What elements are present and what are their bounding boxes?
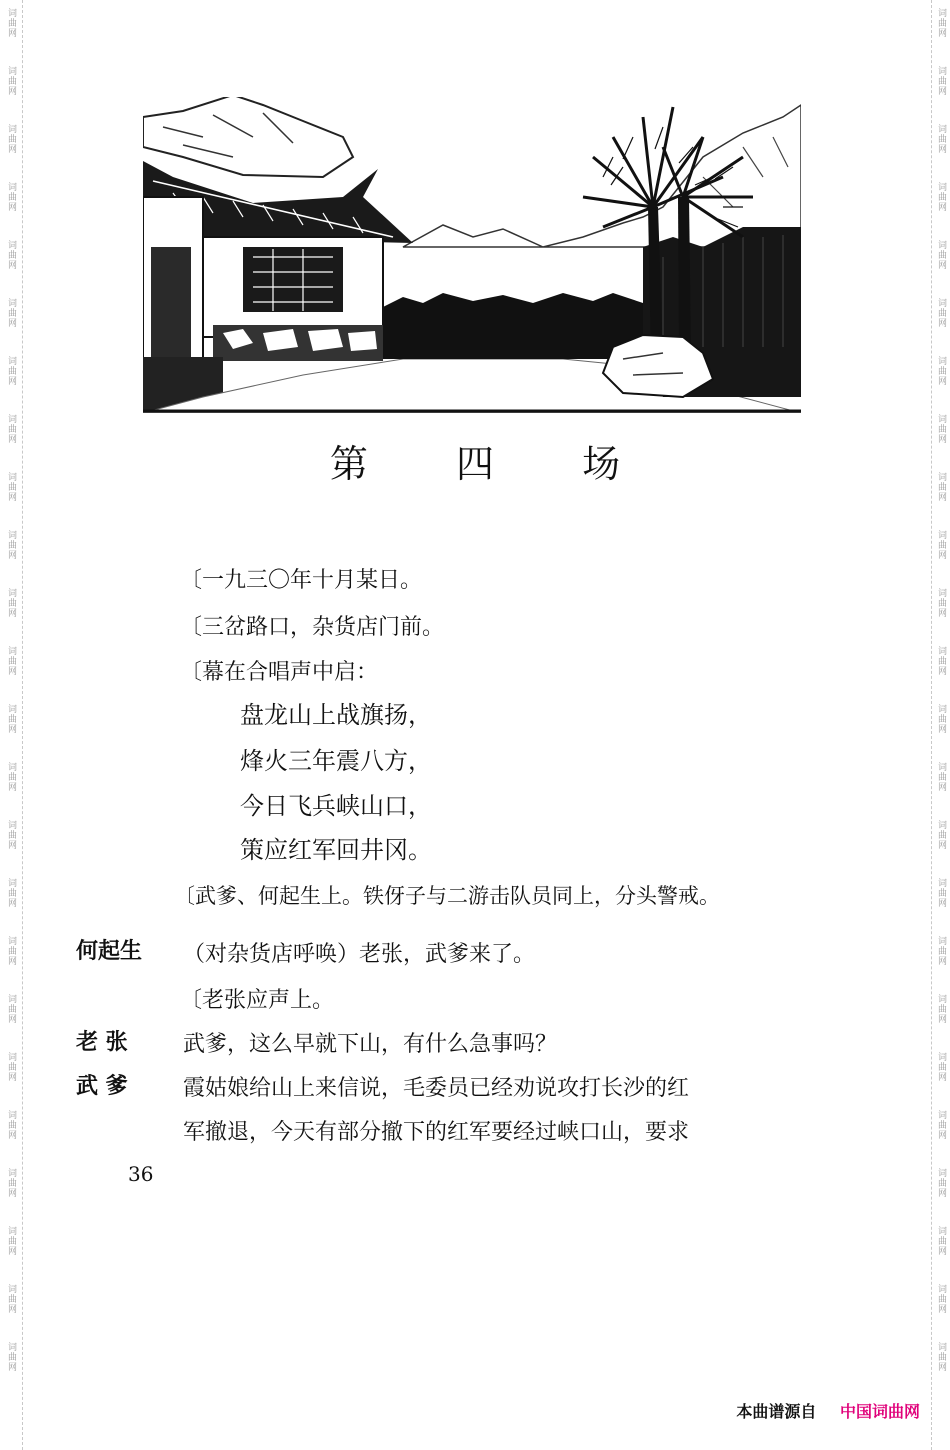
watermark-text: 词曲网	[936, 414, 946, 444]
watermark-text: 词曲网	[6, 588, 16, 618]
watermark-text: 词曲网	[6, 240, 16, 270]
watermark-text: 词曲网	[6, 878, 16, 908]
watermark-text: 词曲网	[6, 356, 16, 386]
watermark-text: 词曲网	[936, 646, 946, 676]
watermark-text: 词曲网	[936, 878, 946, 908]
watermark-text: 词曲网	[6, 8, 16, 38]
watermark-text: 词曲网	[936, 994, 946, 1024]
footer-site-link[interactable]: 中国词曲网	[839, 1402, 920, 1421]
watermark-text: 词曲网	[936, 472, 946, 502]
song-line: 烽火三年震八方，	[240, 747, 432, 775]
watermark-text: 词曲网	[6, 994, 16, 1024]
watermark-text: 词曲网	[6, 1168, 16, 1198]
watermark-text: 词曲网	[6, 1284, 16, 1314]
left-watermark-strip	[0, 0, 23, 1450]
dialogue-line: 武爹，这么早就下山，有什么急事吗？	[183, 1032, 558, 1057]
watermark-text: 词曲网	[936, 1226, 946, 1256]
speaker-name: 武 爹	[76, 1074, 128, 1099]
watermark-text: 词曲网	[936, 182, 946, 212]
stage-direction: 〔老张应声上。	[180, 988, 335, 1013]
dialogue-line: 军撤退，今天有部分撤下的红军要经过峡口山，要求	[183, 1120, 690, 1145]
right-watermark-strip	[931, 0, 950, 1450]
song-line: 策应红军回井冈。	[240, 836, 432, 864]
watermark-text: 词曲网	[936, 356, 946, 386]
stage-direction: 〔幕在合唱声中启：	[180, 660, 379, 685]
dialogue-line: （对杂货店呼唤）老张，武爹来了。	[183, 942, 536, 967]
stage-direction: 〔一九三〇年十月某日。	[180, 568, 423, 593]
footer-source-label: 本曲谱源自	[736, 1402, 817, 1421]
stage-direction: 〔三岔路口，杂货店门前。	[180, 615, 445, 640]
speaker-name: 老 张	[76, 1030, 128, 1055]
watermark-text: 词曲网	[6, 298, 16, 328]
watermark-text: 词曲网	[936, 588, 946, 618]
watermark-text: 词曲网	[936, 762, 946, 792]
watermark-text: 词曲网	[6, 646, 16, 676]
watermark-text: 词曲网	[936, 1342, 946, 1372]
watermark-text: 词曲网	[6, 1110, 16, 1140]
watermark-text: 词曲网	[6, 936, 16, 966]
watermark-text: 词曲网	[936, 1284, 946, 1314]
song-line: 盘龙山上战旗扬，	[240, 701, 432, 729]
scene-title: 第 四 场	[329, 442, 659, 486]
watermark-text: 词曲网	[6, 762, 16, 792]
page-number: 36	[128, 1162, 154, 1186]
landscape-illustration	[143, 97, 801, 413]
watermark-text: 词曲网	[6, 820, 16, 850]
watermark-text: 词曲网	[6, 66, 16, 96]
song-line: 今日飞兵峡山口，	[240, 792, 432, 820]
watermark-text: 词曲网	[936, 1168, 946, 1198]
watermark-text: 词曲网	[936, 66, 946, 96]
watermark-text: 词曲网	[936, 1110, 946, 1140]
watermark-text: 词曲网	[6, 530, 16, 560]
footer-credit	[736, 1399, 920, 1422]
watermark-text: 词曲网	[936, 1052, 946, 1082]
watermark-text: 词曲网	[936, 124, 946, 154]
watermark-text: 词曲网	[6, 704, 16, 734]
watermark-text: 词曲网	[936, 704, 946, 734]
watermark-text: 词曲网	[6, 1342, 16, 1372]
watermark-text: 词曲网	[936, 820, 946, 850]
watermark-text: 词曲网	[6, 182, 16, 212]
watermark-text: 词曲网	[6, 414, 16, 444]
speaker-name: 何起生	[76, 939, 143, 964]
watermark-text: 词曲网	[936, 298, 946, 328]
entrance-direction: 〔武爹、何起生上。铁伢子与二游击队员同上，分头警戒。	[174, 884, 720, 908]
watermark-text: 词曲网	[936, 936, 946, 966]
watermark-text: 词曲网	[6, 1052, 16, 1082]
watermark-text: 词曲网	[6, 472, 16, 502]
watermark-text: 词曲网	[6, 1226, 16, 1256]
watermark-text: 词曲网	[936, 530, 946, 560]
watermark-text: 词曲网	[6, 124, 16, 154]
watermark-text: 词曲网	[936, 8, 946, 38]
watermark-text: 词曲网	[936, 240, 946, 270]
dialogue-line: 霞姑娘给山上来信说，毛委员已经劝说攻打长沙的红	[183, 1076, 690, 1101]
